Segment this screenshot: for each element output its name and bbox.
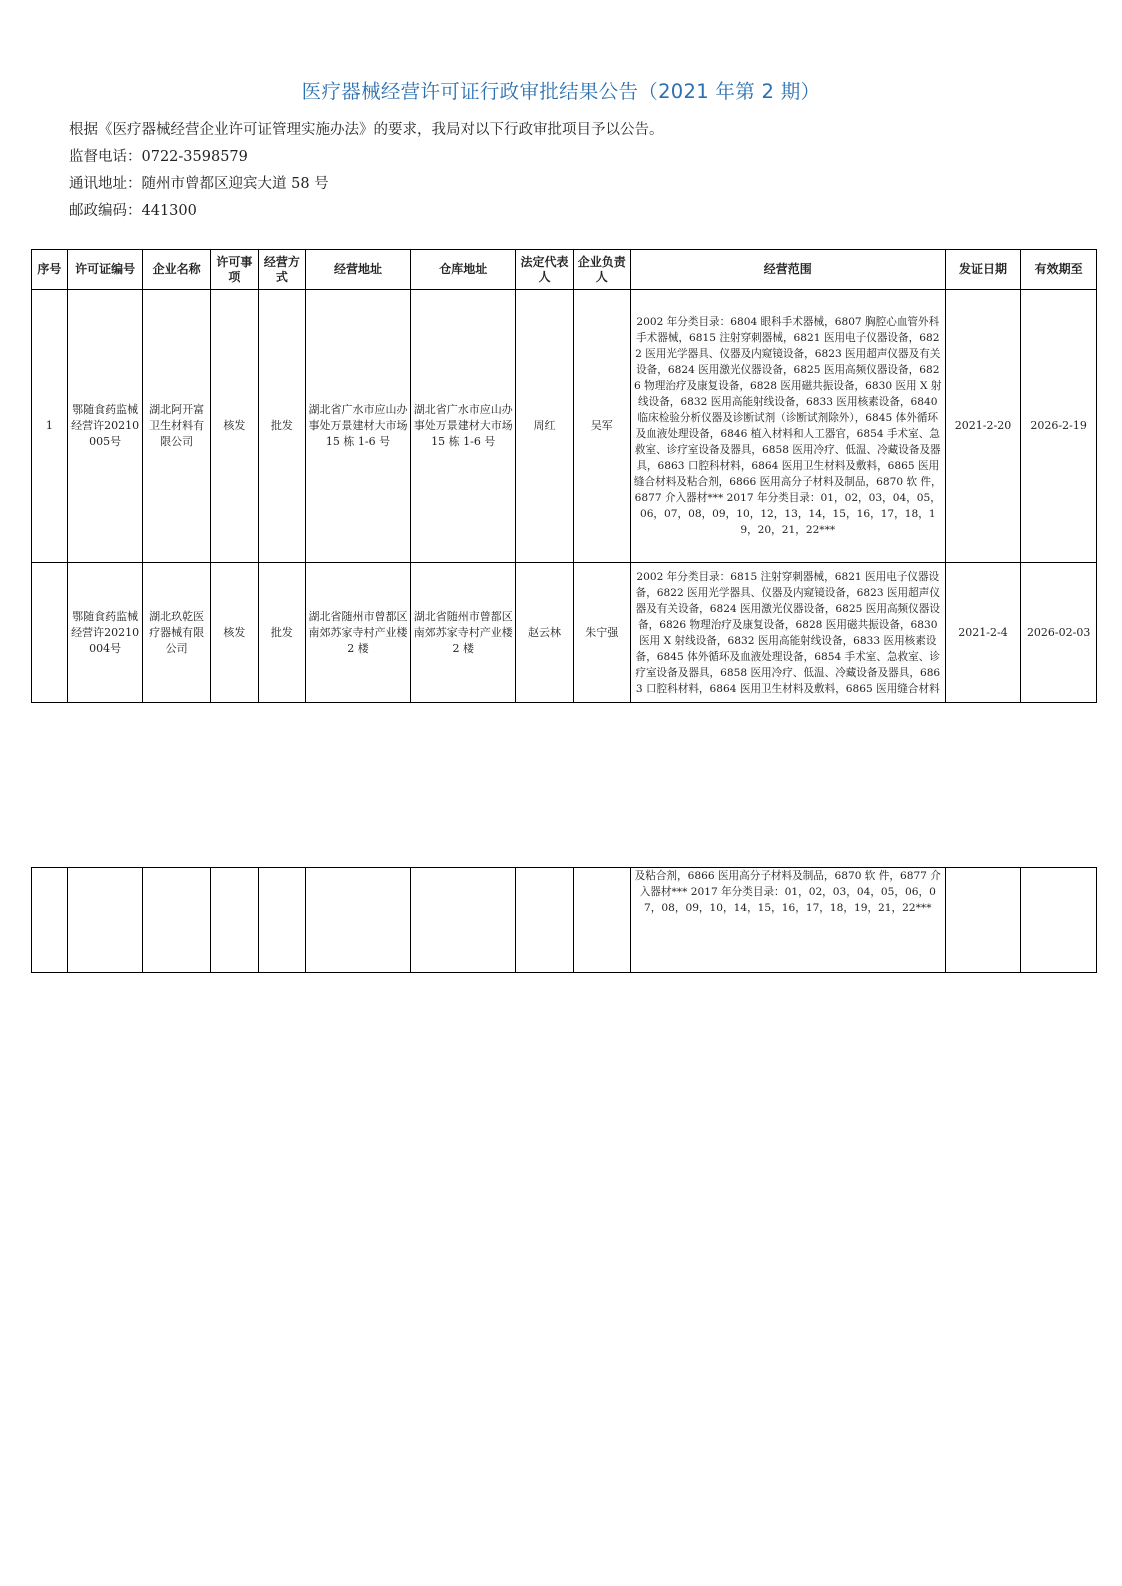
empty-cell <box>945 868 1021 973</box>
header-issue-date: 发证日期 <box>945 250 1021 290</box>
issue-date-cell: 2021-2-20 <box>945 290 1021 563</box>
legal-rep-cell: 周红 <box>516 290 573 563</box>
header-item: 许可事项 <box>210 250 258 290</box>
valid-until-cell: 2026-02-03 <box>1021 563 1097 703</box>
company-cell: 湖北玖乾医疗器械有限公司 <box>143 563 210 703</box>
table-row-continuation <box>32 868 1097 973</box>
company-cell: 湖北阿开富卫生材料有限公司 <box>143 290 210 563</box>
header-seq: 序号 <box>32 250 68 290</box>
license-no-cell: 鄂随食药监械经营许20210004号 <box>67 563 143 703</box>
item-cell: 核发 <box>210 563 258 703</box>
header-biz-address: 经营地址 <box>305 250 410 290</box>
biz-address-cell: 湖北省广水市应山办事处万景建材大市场 15 栋 1-6 号 <box>305 290 410 563</box>
empty-cell <box>67 868 143 973</box>
scope-cell: 2002 年分类目录：6815 注射穿刺器械，6821 医用电子仪器设备，6822 医用光学器具、仪器及内窥镜设备，6823 医用超声仪器及有关设备，6824 医用激光仪器设备，6825 医用高频仪器设备，6826 物理治疗及康复设备，6828 医用磁共振设备，6830 医用 X 射线设备，6832 医用高能射线设备，6833 医用核素设备，6845 体外循环及血液处理设备，6854 手术室、急救室、诊疗室设备及器具，6858 医用冷疗、低温、冷藏设备及器具，6863 口腔科材料，6864 医用卫生材料及敷料，6865 医用缝合材料 <box>630 563 945 703</box>
empty-cell <box>516 868 573 973</box>
issue-date-cell: 2021-2-4 <box>945 563 1021 703</box>
postcode: 邮政编码：441300 <box>69 203 197 219</box>
table-header-row <box>32 250 1097 290</box>
valid-until-cell: 2026-2-19 <box>1021 290 1097 563</box>
continuation-table <box>31 867 1097 973</box>
mailing-address: 通讯地址：随州市曾都区迎宾大道 58 号 <box>69 176 329 192</box>
mode-cell: 批发 <box>258 290 305 563</box>
license-no-cell: 鄂随食药监械经营许20210005号 <box>67 290 143 563</box>
empty-cell <box>210 868 258 973</box>
header-manager: 企业负责人 <box>573 250 630 290</box>
mode-cell: 批发 <box>258 563 305 703</box>
page-title: 医疗器械经营许可证行政审批结果公告（2021 年第 2 期） <box>301 80 821 103</box>
empty-cell <box>411 868 516 973</box>
scope-continuation-cell: 及粘合剂，6866 医用高分子材料及制品，6870 软 件，6877 介入器材*** 2017 年分类目录：01，02，03，04，05，06，07，08，09，10，14，15，16，17，18，19，21，22*** <box>630 868 945 973</box>
legal-rep-cell: 赵云林 <box>516 563 573 703</box>
warehouse-cell: 湖北省随州市曾都区南郊苏家寺村产业楼 2 楼 <box>411 563 516 703</box>
warehouse-cell: 湖北省广水市应山办事处万景建材大市场 15 栋 1-6 号 <box>411 290 516 563</box>
empty-cell <box>32 868 68 973</box>
header-scope: 经营范围 <box>630 250 945 290</box>
scope-cell: 2002 年分类目录：6804 眼科手术器械，6807 胸腔心血管外科手术器械，6815 注射穿刺器械，6821 医用电子仪器设备，6822 医用光学器具、仪器及内窥镜设备，6823 医用超声仪器及有关设备，6824 医用激光仪器设备，6825 医用高频仪器设备，6826 物理治疗及康复设备，6828 医用磁共振设备，6830 医用 X 射线设备，6832 医用高能射线设备，6833 医用核素设备，6840 临床检验分析仪器及诊断试剂（诊断试剂除外），6845 体外循环及血液处理设备，6846 植入材料和人工器官，6854 手术室、急救室、诊疗室设备及器具，6858 医用冷疗、低温、冷藏设备及器具，6863 口腔科材料，6864 医用卫生材料及敷料，6865 医用缝合材料及粘合剂，6866 医用高分子材料及制品，6870 软 件，6877 介入器材*** 2017 年分类目录：01，02，03，04，05，06，07，08，09，10，12，13，14，15，16，17，18，19，20，21，22*** <box>630 290 945 563</box>
header-warehouse: 仓库地址 <box>411 250 516 290</box>
supervision-phone: 监督电话：0722-3598579 <box>69 149 248 165</box>
item-cell: 核发 <box>210 290 258 563</box>
intro-basis: 根据《医疗器械经营企业许可证管理实施办法》的要求，我局对以下行政审批项目予以公告。 <box>69 122 664 138</box>
empty-cell <box>1021 868 1097 973</box>
biz-address-cell: 湖北省随州市曾都区南郊苏家寺村产业楼 2 楼 <box>305 563 410 703</box>
seq-cell: 1 <box>32 290 68 563</box>
header-legal-rep: 法定代表人 <box>516 250 573 290</box>
seq-cell <box>32 563 68 703</box>
empty-cell <box>258 868 305 973</box>
header-company: 企业名称 <box>143 250 210 290</box>
approval-table <box>31 249 1097 703</box>
empty-cell <box>305 868 410 973</box>
header-valid-until: 有效期至 <box>1021 250 1097 290</box>
empty-cell <box>573 868 630 973</box>
table-row <box>32 563 1097 703</box>
manager-cell: 朱宁强 <box>573 563 630 703</box>
manager-cell: 吴军 <box>573 290 630 563</box>
header-license-no: 许可证编号 <box>67 250 143 290</box>
table-row <box>32 290 1097 563</box>
empty-cell <box>143 868 210 973</box>
header-mode: 经营方式 <box>258 250 305 290</box>
